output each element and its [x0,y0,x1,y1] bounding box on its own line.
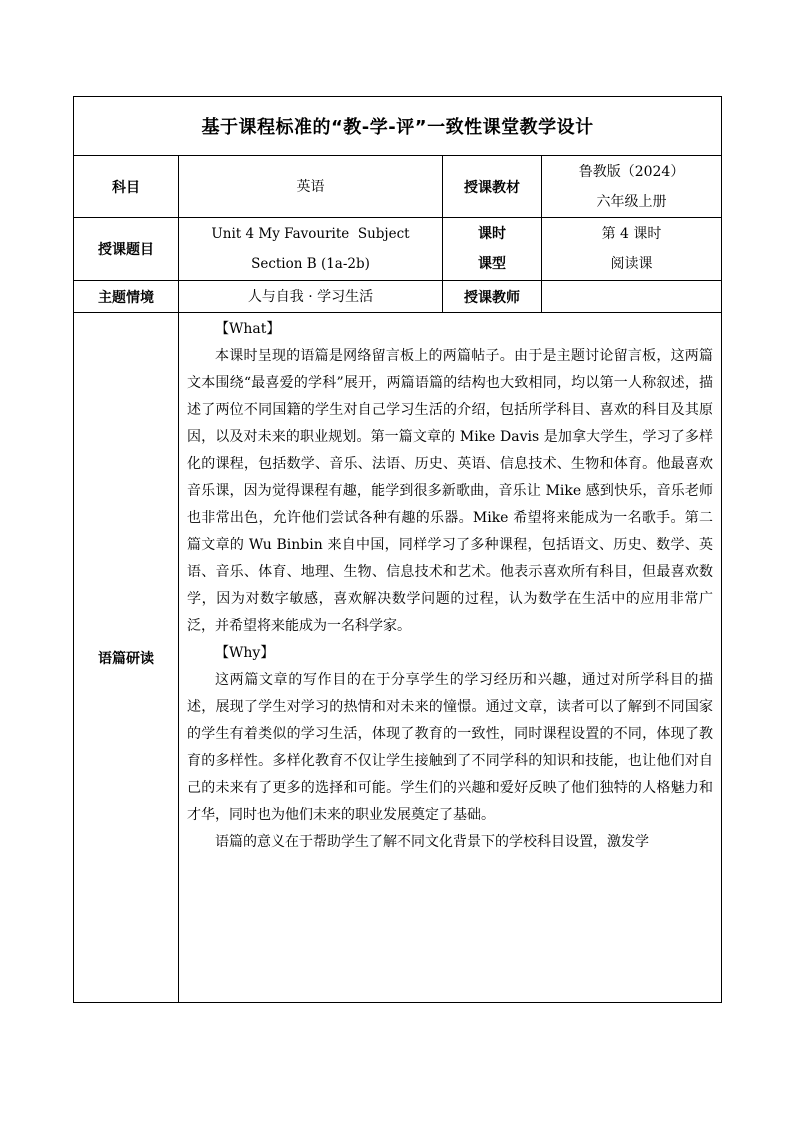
teacher-label: 授课教师 [443,281,542,313]
textbook-line-2: 六年级上册 [596,193,667,210]
analysis-content [179,313,722,1003]
textbook-value [542,156,722,218]
topic-line-2: Section B (1a-2b) [251,256,370,272]
period-value: 第 4 课时 [601,226,662,242]
lesson-plan-table [73,96,722,1003]
what-paragraph: 本课时呈现的语篇是网络留言板上的两篇帖子。由于是主题讨论留言板，这两篇文本围绕“最喜爱的学科”展开，两篇语篇的结构也大致相同，均以第一人称叙述，描述了两位不同国籍的学生对自己学习生活的介绍，包括所学科目、喜欢的科目及其原因，以及对未来的职业规划。第一篇文章的 Mike Davis 是加拿大学生，学习了多样化的课程，包括数学、音乐、法语、历史、英语、信息技术、生物和体育。他最喜欢音乐课，因为觉得课程有趣，能学到很多新歌曲，音乐让 Mike 感到快乐，音乐老师也非常出色，允许他们尝试各种有趣的乐器。Mike 希望将来能成为一名歌手。第二篇文章的 Wu Binbin 来自中国，同样学习了多种课程，包括语文、历史、数学、英语、音乐、体育、地理、生物、信息技术和艺术。他表示喜欢所有科目，但最喜欢数学，因为对数字敏感，喜欢解决数学问题的过程，认为数学在生活中的应用非常广泛，并希望将来能成为一名科学家。 [187,348,714,634]
period-type-label [443,218,542,281]
type-label: 课型 [478,256,506,272]
document-title: 基于课程标准的“教-学-评”一致性课堂教学设计 [74,97,722,156]
what-heading: 【What】 [215,321,281,337]
subject-value: 英语 [179,156,443,218]
type-value: 阅读课 [610,256,653,272]
why-heading: 【Why】 [215,645,275,661]
topic-line-1: Unit 4 My Favourite Subject [211,226,410,242]
why-paragraph-1: 这两篇文章的写作目的在于分享学生的学习经历和兴趣，通过对所学科目的描述，展现了学生对学习的热情和对未来的憧憬。通过文章，读者可以了解到不同国家的学生有着类似的学习生活，体现了教育的一致性，同时课程设置的不同，体现了教育的多样性。多样化教育不仅让学生接触到了不同学科的知识和技能，也让他们对自己的未来有了更多的选择和可能。学生们的兴趣和爱好反映了他们独特的人格魅力和才华，同时也为他们未来的职业发展奠定了基础。 [187,672,714,823]
subject-label: 科目 [74,156,179,218]
why-paragraph-2: 语篇的意义在于帮助学生了解不同文化背景下的学校科目设置，激发学 [215,834,649,850]
textbook-label: 授课教材 [443,156,542,218]
theme-label: 主题情境 [74,281,179,313]
topic-label: 授课题目 [74,218,179,281]
lesson-plan-page [73,96,721,1003]
theme-value: 人与自我 · 学习生活 [179,281,443,313]
textbook-line-1: 鲁教版（2024） [578,163,685,180]
period-type-value [542,218,722,281]
period-label: 课时 [478,226,506,242]
teacher-value [542,281,722,313]
analysis-label: 语篇研读 [74,313,179,1003]
topic-value [179,218,443,281]
